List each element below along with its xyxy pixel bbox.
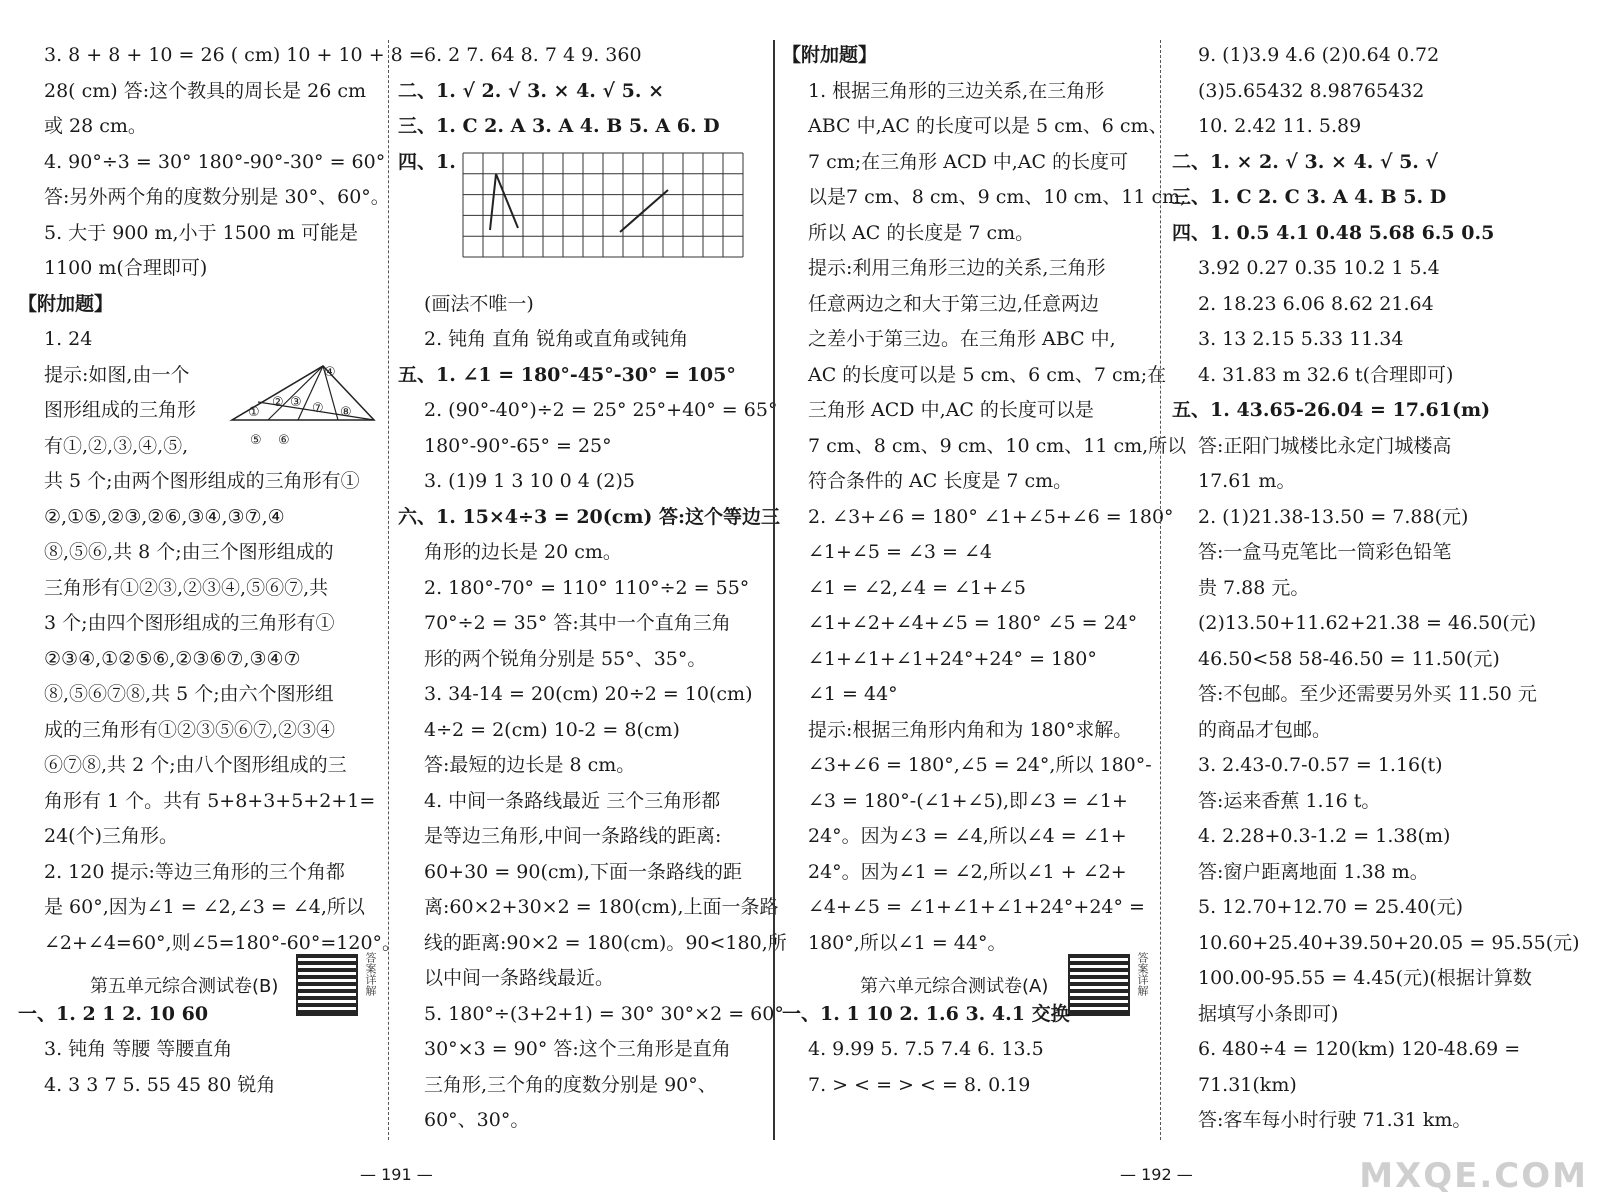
answer-line: 180°-90°-65° = 25°: [424, 434, 612, 457]
answer-line: 2. 钝角 直角 锐角或直角或钝角: [424, 328, 689, 350]
answer-line: 线的距离:90×2 = 180(cm)。90<180,所: [424, 931, 787, 954]
answer-line: 四、1. 0.5 4.1 0.48 5.68 6.5 0.5: [1172, 221, 1495, 244]
answer-line: ABC 中,AC 的长度可以是 5 cm、6 cm、: [808, 115, 1168, 137]
answer-line: 三、1. C 2. A 3. A 4. B 5. A 6. D: [398, 115, 720, 137]
answer-line: 答:另外两个角的度数分别是 30°、60°。: [44, 186, 390, 208]
answer-line: ⑧,⑤⑥,共 8 个;由三个图形组成的: [44, 541, 334, 563]
answer-line: 7. > < = > < = 8. 0.19: [808, 1073, 1031, 1096]
unit-title-5b: 第五单元综合测试卷(B): [90, 976, 279, 997]
answer-line: 28( cm) 答:这个教具的周长是 26 cm: [44, 79, 367, 102]
answer-line: 提示:根据三角形内角和为 180°求解。: [808, 718, 1133, 741]
answer-line: 70°÷2 = 35° 答:其中一个直角三角: [424, 612, 731, 634]
answer-line: 贵 7.88 元。: [1198, 576, 1310, 599]
answer-line: 答:一盒马克笔比一筒彩色铅笔: [1198, 541, 1452, 563]
answer-line: 答:窗户距离地面 1.38 m。: [1198, 860, 1429, 883]
answer-line: 形的两个锐角分别是 55°、35°。: [424, 647, 707, 670]
answer-line: 3. 钝角 等腰 等腰直角: [44, 1038, 233, 1060]
answer-line: 角形有 1 个。共有 5+8+3+5+2+1=: [44, 789, 376, 812]
answer-line: 2. (90°-40°)÷2 = 25° 25°+40° = 65°: [424, 399, 778, 421]
answer-line: 4. 9.99 5. 7.5 7.4 6. 13.5: [808, 1038, 1044, 1060]
answer-line: 24(个)三角形。: [44, 825, 179, 847]
figure-label: ⑥: [278, 433, 290, 448]
answer-line: 三角形,三个角的度数分别是 90°、: [424, 1073, 717, 1096]
answer-line: 一、1. 2 1 2. 10 60: [18, 1002, 209, 1025]
answer-line: 提示:利用三角形三边的关系,三角形: [808, 257, 1106, 279]
answer-line: 3. 2.43-0.7-0.57 = 1.16(t): [1198, 754, 1443, 776]
answer-line: 180°,所以∠1 = 44°。: [808, 931, 1007, 954]
page-number-right: — 192 —: [1120, 1165, 1193, 1184]
answer-line: 是等边三角形,中间一条路线的距离:: [424, 825, 722, 847]
answer-line: 5. 大于 900 m,小于 1500 m 可能是: [44, 221, 359, 244]
answer-line: 4. 2.28+0.3-1.2 = 1.38(m): [1198, 825, 1451, 847]
answer-line: 之差小于第三边。在三角形 ABC 中,: [808, 328, 1116, 350]
answer-line: 7 cm;在三角形 ACD 中,AC 的长度可: [808, 150, 1129, 173]
watermark: MXQE.COM: [1359, 1156, 1588, 1196]
answer-line: 图形组成的三角形: [44, 399, 197, 421]
answer-line: 3.92 0.27 0.35 10.2 1 5.4: [1198, 257, 1440, 279]
answer-line: ⑧,⑤⑥⑦⑧,共 5 个;由六个图形组: [44, 683, 334, 705]
answer-line: ∠4+∠5 = ∠1+∠1+∠1+24°+24° =: [808, 896, 1145, 918]
answer-line: 的商品才包邮。: [1198, 718, 1332, 741]
answer-line: 1100 m(合理即可): [44, 257, 208, 279]
answer-line: 二、1. × 2. √ 3. × 4. √ 5. √: [1172, 150, 1439, 173]
answer-line: 100.00-95.55 = 4.45(元)(根据计算数: [1198, 967, 1532, 989]
column-divider: [388, 40, 389, 1140]
answer-line: 3. 8 + 8 + 10 = 26 ( cm) 10 + 10 + 8 =: [44, 44, 425, 66]
answer-line: 4. 中间一条路线最近 三个三角形都: [424, 789, 721, 812]
answer-line: ∠3+∠6 = 180°,∠5 = 24°,所以 180°-: [808, 754, 1152, 776]
figure-label: ③: [290, 395, 302, 410]
answer-column-3: [782, 38, 1187, 1103]
answer-line: 三、1. C 2. C 3. A 4. B 5. D: [1172, 186, 1447, 208]
answer-line: 五、1. ∠1 = 180°-45°-30° = 105°: [398, 363, 736, 386]
answer-line: 角形的边长是 20 cm。: [424, 541, 622, 563]
answer-line: 三角形有①②③,②③④,⑤⑥⑦,共: [44, 576, 329, 599]
answer-line: 五、1. 43.65-26.04 = 17.61(m): [1172, 399, 1491, 421]
answer-line: 30°×3 = 90° 答:这个三角形是直角: [424, 1038, 731, 1060]
answer-line: 共 5 个;由两个图形组成的三角形有①: [44, 470, 360, 492]
figure-label: ⑤: [250, 433, 262, 448]
answer-line: 答:不包邮。至少还需要另外买 11.50 元: [1198, 683, 1537, 705]
answer-line: ∠1+∠1+∠1+24°+24° = 180°: [808, 647, 1097, 670]
answer-line: (画法不唯一): [424, 292, 534, 315]
answer-column-4: [1172, 38, 1582, 1139]
answer-line: 2. (1)21.38-13.50 = 7.88(元): [1198, 505, 1469, 528]
figure-label: ⑦: [312, 401, 324, 416]
answer-line: 4. 31.83 m 32.6 t(合理即可): [1198, 363, 1454, 386]
column-divider: [773, 40, 775, 1140]
figure-label: ④: [324, 365, 336, 380]
answer-line: ∠1+∠2+∠4+∠5 = 180° ∠5 = 24°: [808, 612, 1138, 634]
qr-label: 答案详解: [364, 952, 377, 996]
answer-line: 60°、30°。: [424, 1109, 530, 1131]
answer-line: 四、1.: [398, 150, 456, 173]
answer-line: ⑥⑦⑧,共 2 个;由八个图形组成的三: [44, 754, 347, 776]
page-number-left: — 191 —: [360, 1165, 433, 1184]
answer-line: 1. 24: [44, 328, 93, 350]
answer-line: 2. 18.23 6.06 8.62 21.64: [1198, 292, 1434, 315]
answer-line: 二、1. √ 2. √ 3. × 4. √ 5. ×: [398, 79, 665, 102]
answer-line: 2. 180°-70° = 110° 110°÷2 = 55°: [424, 576, 750, 599]
answer-line: 或 28 cm。: [44, 115, 147, 137]
answer-line: 17.61 m。: [1198, 470, 1296, 492]
unit-title-6a: 第六单元综合测试卷(A): [860, 976, 1049, 997]
triangle-figure: [228, 360, 378, 450]
answer-line: 3. 13 2.15 5.33 11.34: [1198, 328, 1404, 350]
answer-line: 一、1. 1 10 2. 1.6 3. 4.1 交换: [782, 1002, 1070, 1025]
answer-line: 离:60×2+30×2 = 180(cm),上面一条路: [424, 896, 779, 918]
answer-line: 提示:如图,由一个: [44, 363, 190, 386]
answer-line: (2)13.50+11.62+21.38 = 46.50(元): [1198, 612, 1537, 634]
answer-line: ∠1 = 44°: [808, 683, 898, 705]
answer-line: 3 个;由四个图形组成的三角形有①: [44, 612, 335, 634]
answer-line: 6. 2 7. 64 8. 7 4 9. 360: [424, 44, 642, 66]
answer-line: (3)5.65432 8.98765432: [1198, 79, 1425, 102]
answer-line: 2. 120 提示:等边三角形的三个角都: [44, 860, 345, 883]
answer-line: 7 cm、8 cm、9 cm、10 cm、11 cm,所以: [808, 434, 1187, 457]
answer-line: AC 的长度可以是 5 cm、6 cm、7 cm;在: [808, 363, 1167, 386]
answer-line: 所以 AC 的长度是 7 cm。: [808, 221, 1035, 244]
answer-line: 10.60+25.40+39.50+20.05 = 95.55(元): [1198, 931, 1580, 954]
answer-column-1: [18, 38, 425, 1103]
answer-line: 据填写小条即可): [1198, 1002, 1339, 1025]
answer-line: 5. 180°÷(3+2+1) = 30° 30°×2 = 60°: [424, 1002, 784, 1025]
answer-line: 答:最短的边长是 8 cm。: [424, 754, 636, 776]
answer-line: 以是7 cm、8 cm、9 cm、10 cm、11 cm,: [808, 186, 1187, 208]
answer-line: 3. 34-14 = 20(cm) 20÷2 = 10(cm): [424, 683, 753, 705]
answer-line: 71.31(km): [1198, 1073, 1297, 1096]
figure-label: ①: [248, 405, 260, 420]
answer-line: ∠2+∠4=60°,则∠5=180°-60°=120°。: [44, 931, 402, 954]
answer-line: 9. (1)3.9 4.6 (2)0.64 0.72: [1198, 44, 1440, 66]
figure-label: ⑧: [340, 405, 352, 420]
answer-line: 六、1. 15×4÷3 = 20(cm) 答:这个等边三: [398, 505, 781, 528]
answer-line: 10. 2.42 11. 5.89: [1198, 115, 1362, 137]
answer-line: 4. 3 3 7 5. 55 45 80 锐角: [44, 1073, 276, 1096]
answer-line: 【附加题】: [18, 292, 114, 315]
answer-line: 【附加题】: [782, 44, 878, 66]
answer-line: 24°。因为∠3 = ∠4,所以∠4 = ∠1+: [808, 825, 1127, 847]
figure-label: ②: [272, 395, 284, 410]
qr-code[interactable]: [1070, 956, 1128, 1014]
answer-line: ②③④,①②⑤⑥,②③⑥⑦,③④⑦: [44, 647, 301, 670]
answer-line: 答:客车每小时行驶 71.31 km。: [1198, 1109, 1472, 1131]
answer-line: ∠1 = ∠2,∠4 = ∠1+∠5: [808, 576, 1026, 599]
answer-line: 6. 480÷4 = 120(km) 120-48.69 =: [1198, 1038, 1521, 1060]
qr-code[interactable]: [298, 956, 356, 1014]
answer-line: 1. 根据三角形的三边关系,在三角形: [808, 79, 1105, 102]
answer-line: 任意两边之和大于第三边,任意两边: [808, 292, 1100, 315]
column-divider: [1160, 40, 1161, 1140]
answer-line: 3. (1)9 1 3 10 0 4 (2)5: [424, 470, 635, 492]
answer-line: 46.50<58 58-46.50 = 11.50(元): [1198, 647, 1500, 670]
answer-line: 60+30 = 90(cm),下面一条路线的距: [424, 860, 742, 883]
answer-line: 2. ∠3+∠6 = 180° ∠1+∠5+∠6 = 180°: [808, 505, 1174, 528]
answer-line: 5. 12.70+12.70 = 25.40(元): [1198, 896, 1464, 918]
qr-label: 答案详解: [1136, 952, 1149, 996]
answer-line: 有①,②,③,④,⑤,: [44, 434, 189, 457]
answer-line: 4. 90°÷3 = 30° 180°-90°-30° = 60°: [44, 150, 386, 173]
answer-line: ∠3 = 180°-(∠1+∠5),即∠3 = ∠1+: [808, 789, 1128, 812]
answer-line: ∠1+∠5 = ∠3 = ∠4: [808, 541, 992, 563]
answer-line: 答:运来香蕉 1.16 t。: [1198, 789, 1381, 812]
drawing-grid: [462, 152, 744, 258]
answer-line: 4÷2 = 2(cm) 10-2 = 8(cm): [424, 718, 680, 741]
answer-line: 符合条件的 AC 长度是 7 cm。: [808, 470, 1073, 492]
answer-line: 成的三角形有①②③⑤⑥⑦,②③④: [44, 718, 336, 741]
answer-line: 以中间一条路线最近。: [424, 967, 615, 989]
answer-line: 是 60°,因为∠1 = ∠2,∠3 = ∠4,所以: [44, 896, 365, 918]
answer-line: 三角形 ACD 中,AC 的长度可以是: [808, 399, 1094, 421]
answer-line: 24°。因为∠1 = ∠2,所以∠1 + ∠2+: [808, 860, 1127, 883]
answer-line: 答:正阳门城楼比永定门城楼高: [1198, 434, 1452, 457]
answer-line: ②,①⑤,②③,②⑥,③④,③⑦,④: [44, 505, 285, 528]
